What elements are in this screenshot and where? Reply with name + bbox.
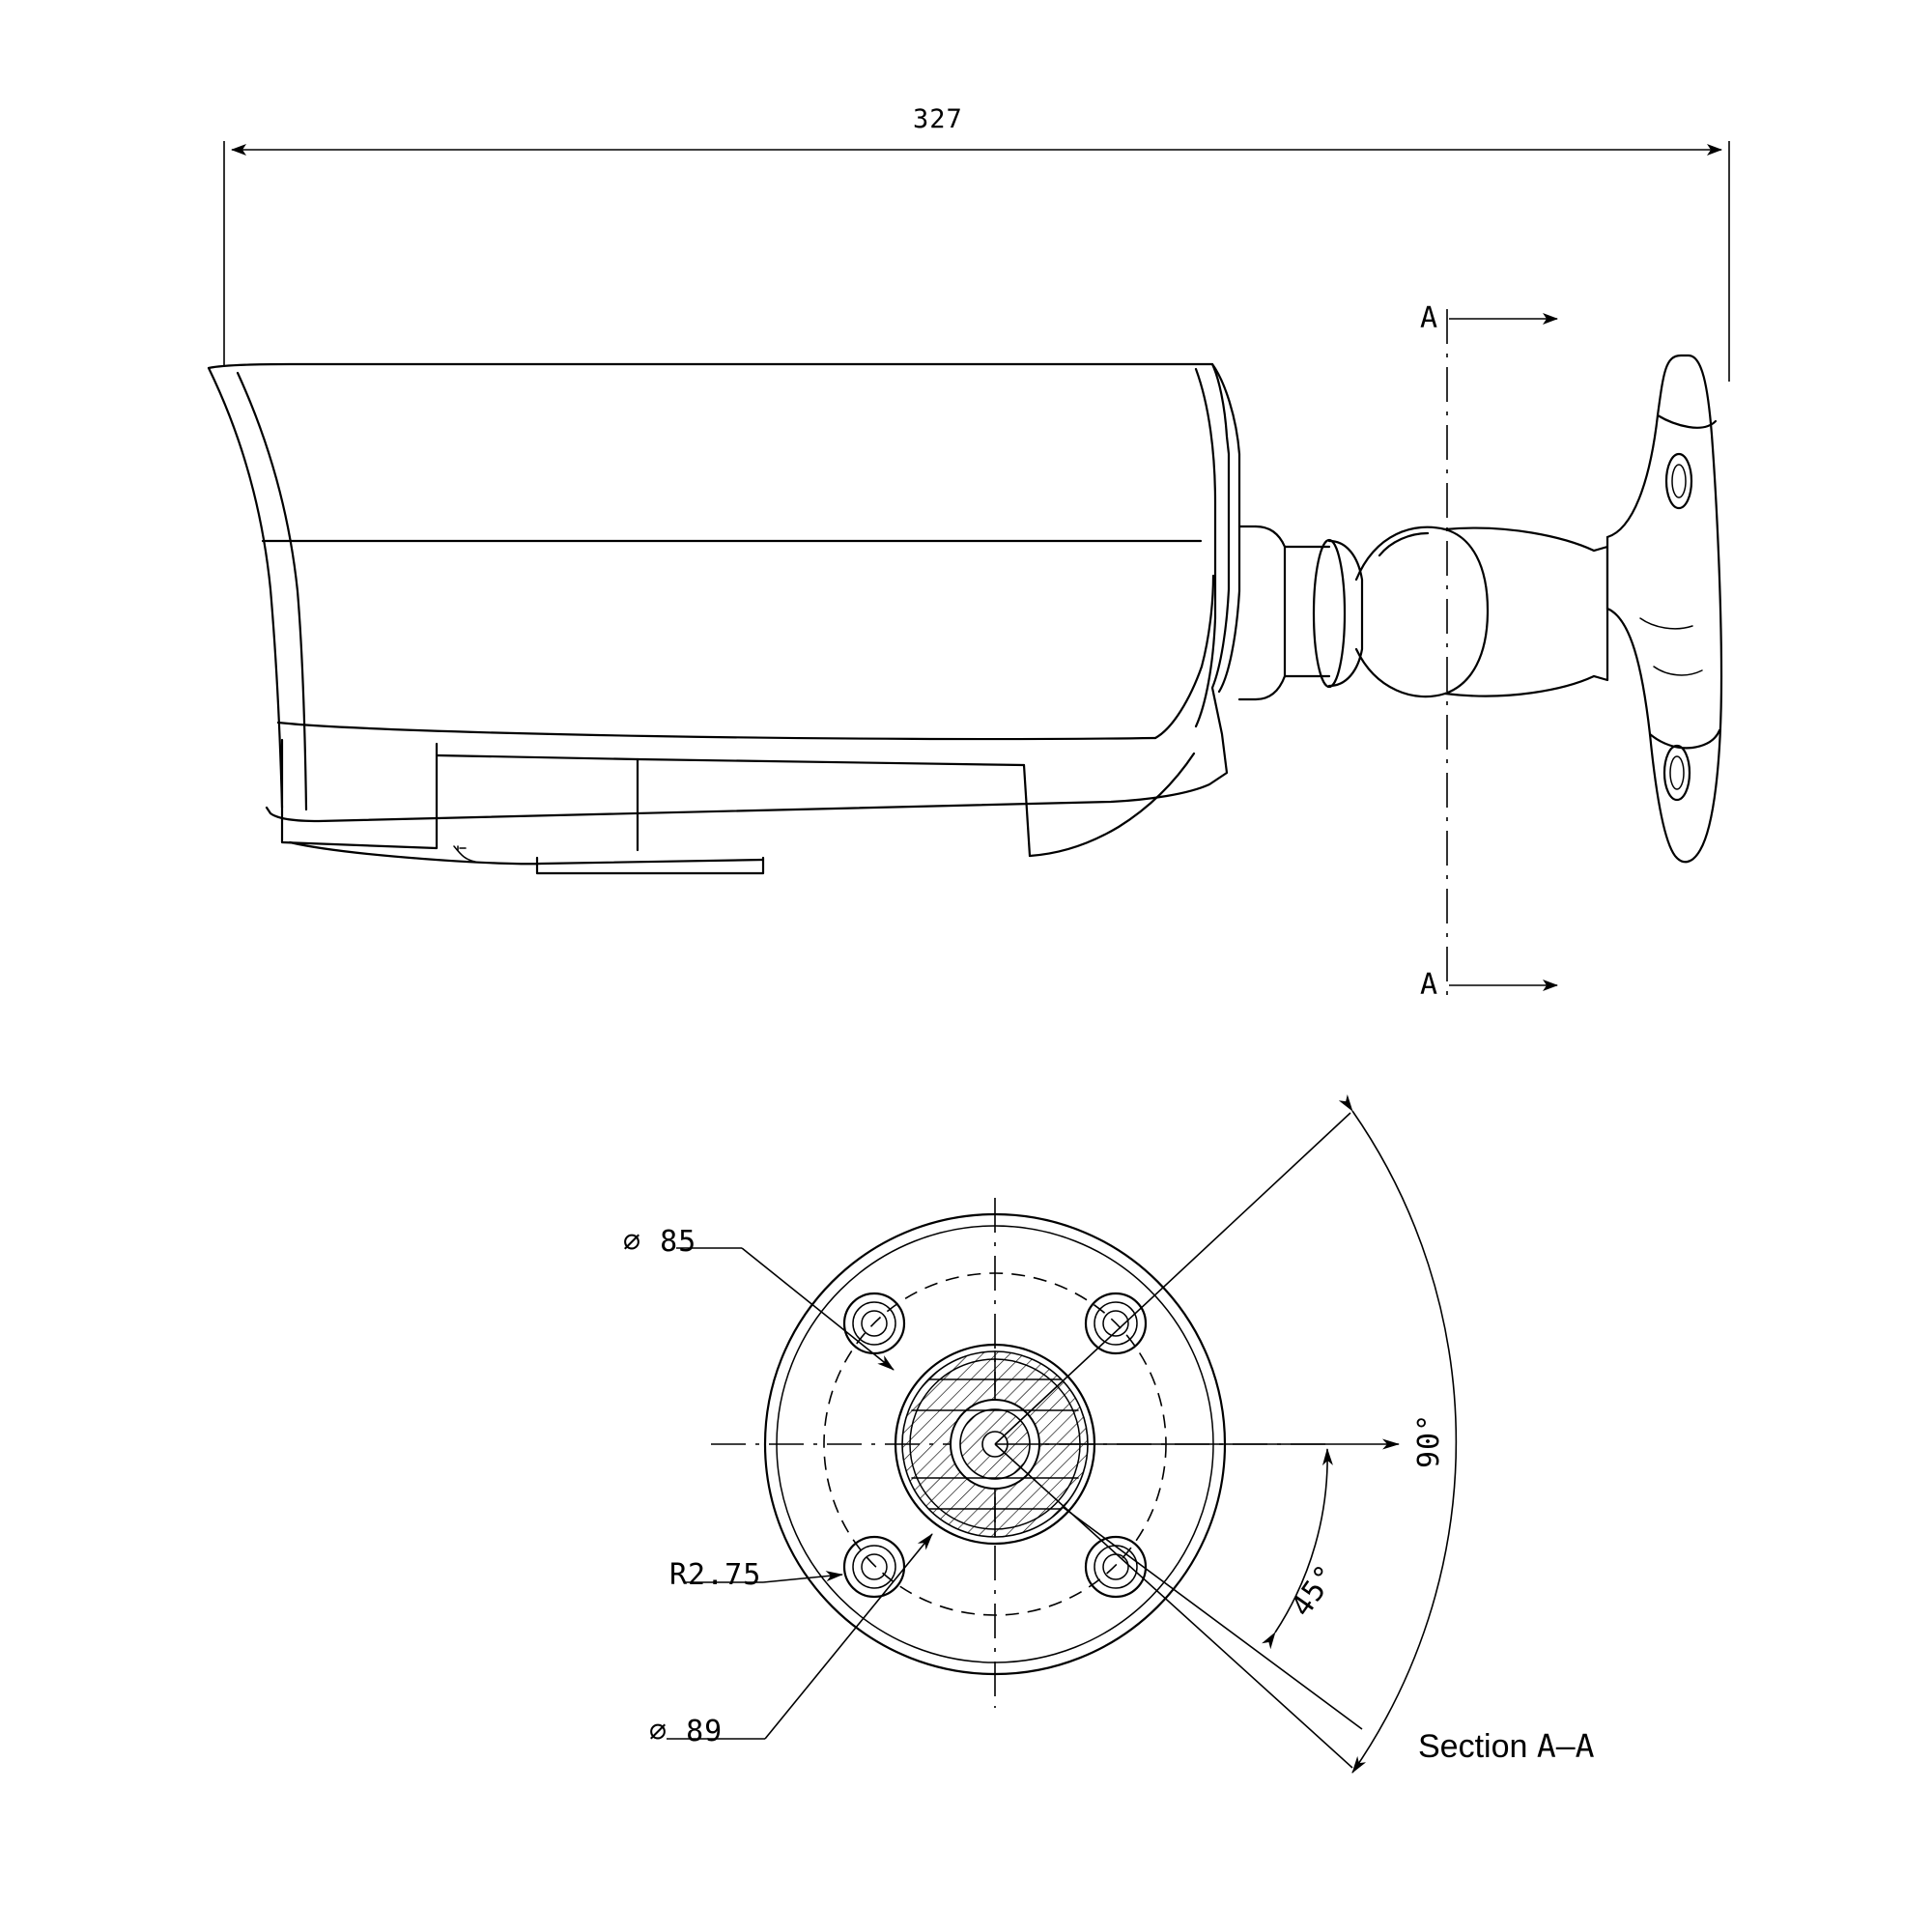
section-title bbox=[1418, 1727, 1594, 1766]
section-arrow-label-top: A bbox=[1420, 301, 1439, 335]
camera-side-view bbox=[209, 355, 1721, 873]
fillet-radius-label: R2.75 bbox=[669, 1558, 762, 1592]
angle-90-label: 90° bbox=[1412, 1412, 1446, 1468]
section-title-suffix: A–A bbox=[1536, 1727, 1595, 1765]
section-arrow-label-bottom: A bbox=[1420, 968, 1439, 1002]
mounting-hole-bottom-left bbox=[844, 1537, 904, 1597]
bolt-circle-diameter-label: ∅ 85 bbox=[623, 1225, 697, 1259]
section-base-plate bbox=[711, 1198, 1325, 1708]
base-plate-diameter-label: ∅ 89 bbox=[649, 1715, 724, 1748]
overall-length-dimension bbox=[224, 141, 1729, 382]
section-cut-line bbox=[1447, 309, 1557, 1005]
angle-45-label: 45° bbox=[1285, 1558, 1345, 1624]
overall-length-label: 327 bbox=[913, 104, 963, 134]
section-title-prefix: Section bbox=[1418, 1728, 1528, 1765]
